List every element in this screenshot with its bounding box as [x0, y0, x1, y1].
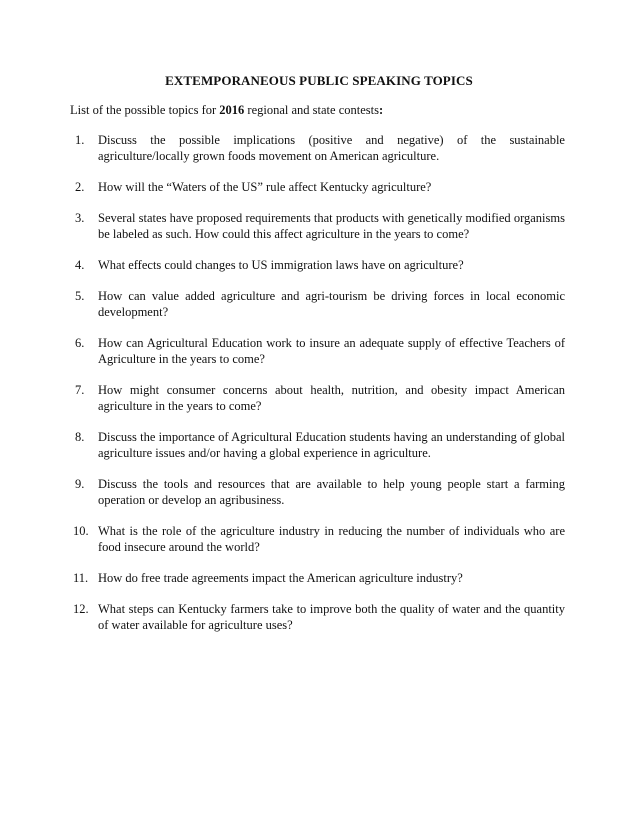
- topic-number: 2.: [75, 180, 85, 194]
- topic-text: Discuss the tools and resources that are available to help young people start a farming operation or develop an agribusiness.: [98, 477, 565, 507]
- topic-number: 4.: [75, 258, 85, 272]
- topic-item: [75, 570, 565, 586]
- topic-item: [75, 476, 565, 508]
- intro-text-after: regional and state contests: [244, 103, 379, 117]
- topic-number: 9.: [75, 477, 85, 491]
- document-title: EXTEMPORANEOUS PUBLIC SPEAKING TOPICS: [165, 73, 473, 88]
- topic-text: What effects could changes to US immigration laws have on agriculture?: [98, 258, 464, 272]
- topic-text: What steps can Kentucky farmers take to improve both the quality of water and the quantity of water available for agriculture uses?: [98, 602, 565, 632]
- intro-text: List of the possible topics for: [70, 103, 220, 117]
- topic-text: How will the “Waters of the US” rule affect Kentucky agriculture?: [98, 180, 432, 194]
- intro-year: 2016: [219, 103, 245, 117]
- topic-text: Several states have proposed requirements that products with genetically modified organisms be labeled as such. How could this affect agriculture in the years to come?: [98, 211, 565, 241]
- topic-number: 7.: [75, 383, 85, 397]
- topic-number: 12.: [73, 602, 89, 616]
- topic-text: Discuss the importance of Agricultural Education students having an understanding of global agriculture issues and/or having a global experience in agriculture.: [98, 430, 565, 460]
- topic-item: [75, 179, 565, 195]
- topic-item: [75, 601, 565, 633]
- topic-item: [75, 523, 565, 555]
- topic-number: 11.: [73, 571, 89, 585]
- topic-text: What is the role of the agriculture industry in reducing the number of individuals who are food insecure around the world?: [98, 524, 565, 554]
- topic-item: [75, 335, 565, 367]
- topic-item: [75, 132, 565, 164]
- topic-list: [75, 132, 565, 648]
- topic-text: How can value added agriculture and agri-tourism be driving forces in local economic development?: [98, 289, 565, 319]
- topic-number: 6.: [75, 336, 85, 350]
- topic-number: 5.: [75, 289, 85, 303]
- topic-item: [75, 257, 565, 273]
- topic-item: [75, 382, 565, 414]
- intro-line: [70, 103, 383, 118]
- topic-number: 8.: [75, 430, 85, 444]
- topic-text: How do free trade agreements impact the American agriculture industry?: [98, 571, 463, 585]
- topic-number: 3.: [75, 211, 85, 225]
- topic-text: How might consumer concerns about health, nutrition, and obesity impact American agriculture in the years to come?: [98, 383, 565, 413]
- intro-colon: :: [378, 103, 384, 117]
- topic-text: Discuss the possible implications (positive and negative) of the sustainable agriculture/locally grown foods movement on American agriculture.: [98, 133, 565, 163]
- topic-number: 1.: [75, 133, 85, 147]
- topic-text: How can Agricultural Education work to insure an adequate supply of effective Teachers of Agriculture in the years to come?: [98, 336, 565, 366]
- topic-item: [75, 429, 565, 461]
- topic-item: [75, 210, 565, 242]
- topic-item: [75, 288, 565, 320]
- topic-number: 10.: [73, 524, 89, 538]
